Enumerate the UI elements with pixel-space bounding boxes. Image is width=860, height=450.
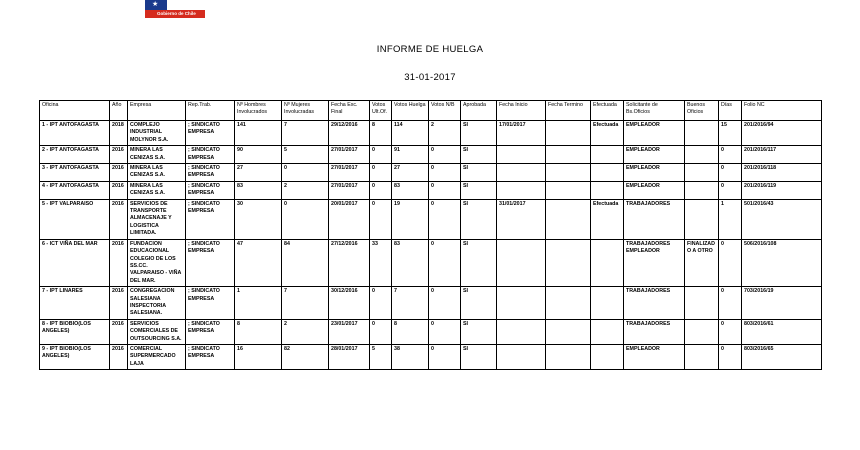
table-cell <box>497 181 546 199</box>
table-cell <box>685 319 719 344</box>
table-cell: 2 - IPT ANTOFAGASTA <box>40 146 110 164</box>
table-cell: 0 <box>429 287 461 320</box>
table-cell: 9 - IPT BIOBIO(LOS ANGELES) <box>40 344 110 369</box>
table-cell <box>591 164 624 182</box>
table-row <box>40 319 822 344</box>
table-cell <box>591 319 624 344</box>
table-cell: 0 <box>719 319 742 344</box>
column-header: Votos Ult.Of. <box>370 101 392 121</box>
column-header: Rep.Trab. <box>186 101 235 121</box>
table-cell: COMERCIAL SUPERMERCADO LAJA <box>128 344 186 369</box>
table-cell: 28/01/2017 <box>329 344 370 369</box>
table-cell: 5 - IPT VALPARAISO <box>40 199 110 239</box>
table-cell: 7 <box>392 287 429 320</box>
table-row <box>40 287 822 320</box>
table-cell: Efectuada <box>591 121 624 146</box>
star-icon: ★ <box>152 1 159 8</box>
table-cell: EMPLEADOR <box>624 164 685 182</box>
table-cell: 8 - IPT BIOBIO(LOS ANGELES) <box>40 319 110 344</box>
table-row <box>40 164 822 182</box>
table-cell: 201/2016/119 <box>742 181 822 199</box>
table-cell: 47 <box>235 239 282 286</box>
table-cell: SI <box>461 164 497 182</box>
table-cell: 5 <box>282 146 329 164</box>
table-cell: CONGREGACION SALESIANA INSPECTORIA SALESIANA. <box>128 287 186 320</box>
table-cell: 27 <box>235 164 282 182</box>
table-cell: 0 <box>719 146 742 164</box>
table-cell: 0 <box>370 199 392 239</box>
table-cell: 8 <box>392 319 429 344</box>
table-cell: 501/2016/43 <box>742 199 822 239</box>
table-cell: 0 <box>719 164 742 182</box>
logo-white-field <box>167 0 205 10</box>
table-cell: 1 <box>235 287 282 320</box>
table-cell: 2016 <box>110 344 128 369</box>
table-cell: 0 <box>370 146 392 164</box>
table-cell: 0 <box>370 287 392 320</box>
table-cell <box>591 181 624 199</box>
table-header <box>40 101 822 121</box>
table-cell: 38 <box>392 344 429 369</box>
table-cell: 2018 <box>110 121 128 146</box>
table-cell: ; SINDICATO EMPRESA <box>186 287 235 320</box>
table-cell: 2016 <box>110 181 128 199</box>
table-cell <box>591 287 624 320</box>
table-cell <box>685 164 719 182</box>
column-header: Efectuada <box>591 101 624 121</box>
table-row <box>40 239 822 286</box>
table-cell: 16 <box>235 344 282 369</box>
table-cell: 2 <box>282 319 329 344</box>
table-cell: 2 <box>282 181 329 199</box>
table-cell: SERVICIOS DE TRANSPORTE ALMACENAJE Y LOGISTICA LIMITADA. <box>128 199 186 239</box>
table-cell: SI <box>461 121 497 146</box>
table-cell <box>546 181 591 199</box>
table-cell: 27/01/2017 <box>329 181 370 199</box>
column-header: Solicitante de Bs.Oficios <box>624 101 685 121</box>
report-date: 31-01-2017 <box>404 72 456 83</box>
table-cell: 0 <box>719 239 742 286</box>
table-cell: 2016 <box>110 319 128 344</box>
table-cell: 201/2016/94 <box>742 121 822 146</box>
table-cell: 0 <box>719 287 742 320</box>
table-cell: 201/2016/117 <box>742 146 822 164</box>
table-cell: 27/01/2017 <box>329 164 370 182</box>
table-cell <box>497 319 546 344</box>
table-cell: 1 - IPT ANTOFAGASTA <box>40 121 110 146</box>
logo-text: Gobierno de Chile <box>157 11 196 16</box>
table-cell: 7 <box>282 121 329 146</box>
column-header: Oficina <box>40 101 110 121</box>
table-cell: 83 <box>392 239 429 286</box>
table-cell: 15 <box>719 121 742 146</box>
column-header: Fecha Exc. Final <box>329 101 370 121</box>
table-cell <box>546 199 591 239</box>
table-cell: EMPLEADOR <box>624 344 685 369</box>
table-cell: 0 <box>370 164 392 182</box>
table-cell: ; SINDICATO EMPRESA <box>186 164 235 182</box>
table-cell <box>497 146 546 164</box>
table-cell <box>546 344 591 369</box>
column-header: Nº Mujeres Involucradas <box>282 101 329 121</box>
table-cell: 506/2016/108 <box>742 239 822 286</box>
column-header: Buenos Oficios <box>685 101 719 121</box>
table-cell: SI <box>461 146 497 164</box>
column-header: Días <box>719 101 742 121</box>
table-cell: 2016 <box>110 164 128 182</box>
table-cell: 19 <box>392 199 429 239</box>
table-cell <box>685 199 719 239</box>
table-cell: FINALIZADO A OTRO <box>685 239 719 286</box>
table-cell: 2016 <box>110 146 128 164</box>
table-cell <box>591 344 624 369</box>
column-header: Año <box>110 101 128 121</box>
column-header: Nº Hombres Involucrados <box>235 101 282 121</box>
table-cell: 2016 <box>110 199 128 239</box>
table-cell: 83 <box>392 181 429 199</box>
table-cell: COMPLEJO INDUSTRIAL MOLYNOR S.A. <box>128 121 186 146</box>
table-cell <box>546 121 591 146</box>
table-cell: 20/01/2017 <box>329 199 370 239</box>
table-cell: TRABAJADORES <box>624 319 685 344</box>
table-cell: SI <box>461 181 497 199</box>
column-header: Empresa <box>128 101 186 121</box>
table-cell: 17/01/2017 <box>497 121 546 146</box>
table-cell: 6 - ICT VIÑA DEL MAR <box>40 239 110 286</box>
table-cell <box>685 146 719 164</box>
table-cell: MINERA LAS CENIZAS S.A. <box>128 164 186 182</box>
table-cell: 83 <box>235 181 282 199</box>
table-cell: 8 <box>235 319 282 344</box>
table-cell: 30/12/2016 <box>329 287 370 320</box>
table-cell: 0 <box>719 344 742 369</box>
table-cell <box>591 146 624 164</box>
table-cell <box>546 287 591 320</box>
table-cell: TRABAJADORES EMPLEADOR <box>624 239 685 286</box>
column-header: Fecha Termino <box>546 101 591 121</box>
table-row <box>40 121 822 146</box>
column-header: Votos N/B <box>429 101 461 121</box>
table-cell <box>591 239 624 286</box>
table-cell: MINERA LAS CENIZAS S.A. <box>128 146 186 164</box>
table-cell <box>685 287 719 320</box>
table-cell: 141 <box>235 121 282 146</box>
table-cell: 27 <box>392 164 429 182</box>
table-cell <box>497 164 546 182</box>
table-cell: 90 <box>235 146 282 164</box>
table-cell <box>497 239 546 286</box>
table-cell: ; SINDICATO EMPRESA <box>186 199 235 239</box>
table-row <box>40 146 822 164</box>
table-cell: 30 <box>235 199 282 239</box>
table-cell: 0 <box>429 181 461 199</box>
table-cell: 0 <box>282 164 329 182</box>
table-cell: 0 <box>370 319 392 344</box>
table-cell: 803/2016/61 <box>742 319 822 344</box>
table-cell: SI <box>461 344 497 369</box>
table-cell <box>685 181 719 199</box>
table-cell: 7 <box>282 287 329 320</box>
table-cell: 27/01/2017 <box>329 146 370 164</box>
table-cell <box>497 287 546 320</box>
table-cell: 27/12/2016 <box>329 239 370 286</box>
strike-report-table <box>39 100 822 370</box>
table-cell: 84 <box>282 239 329 286</box>
table-cell: 82 <box>282 344 329 369</box>
table-cell <box>546 239 591 286</box>
column-header: Folio NC <box>742 101 822 121</box>
table-cell: SERVICIOS COMERCIALES DE OUTSOURCING S.A. <box>128 319 186 344</box>
table-cell: SI <box>461 319 497 344</box>
table-cell: 0 <box>370 181 392 199</box>
table-cell: 2016 <box>110 287 128 320</box>
table-cell: 5 <box>370 344 392 369</box>
table-cell: 7 - IPT LINARES <box>40 287 110 320</box>
table-cell: EMPLEADOR <box>624 146 685 164</box>
table-row <box>40 199 822 239</box>
table-cell: 0 <box>429 199 461 239</box>
table-cell: 2016 <box>110 239 128 286</box>
table-cell: SI <box>461 199 497 239</box>
table-cell: ; SINDICATO EMPRESA <box>186 181 235 199</box>
table-cell: 33 <box>370 239 392 286</box>
column-header: Votos Huelga <box>392 101 429 121</box>
table-cell: 23/01/2017 <box>329 319 370 344</box>
table-cell: 0 <box>429 344 461 369</box>
table-cell <box>546 146 591 164</box>
gobierno-logo <box>145 0 205 18</box>
table-cell: ; SINDICATO EMPRESA <box>186 146 235 164</box>
table-cell: ; SINDICATO EMPRESA <box>186 239 235 286</box>
table-cell: EMPLEADOR <box>624 181 685 199</box>
table-cell: MINERA LAS CENIZAS S.A. <box>128 181 186 199</box>
table-cell: 3 - IPT ANTOFAGASTA <box>40 164 110 182</box>
table-cell: EMPLEADOR <box>624 121 685 146</box>
table-cell: 0 <box>429 319 461 344</box>
table-row <box>40 344 822 369</box>
table-cell: ; SINDICATO EMPRESA <box>186 319 235 344</box>
table-cell: 1 <box>719 199 742 239</box>
column-header: Fecha Inicio <box>497 101 546 121</box>
table-cell: 201/2016/118 <box>742 164 822 182</box>
table-cell: 29/12/2016 <box>329 121 370 146</box>
table-cell: FUNDACION EDUCACIONAL COLEGIO DE LOS SS.CC. VALPARAISO - VIÑA DEL MAR. <box>128 239 186 286</box>
table-cell: ; SINDICATO EMPRESA <box>186 344 235 369</box>
table-cell: 0 <box>719 181 742 199</box>
table-cell: 2 <box>429 121 461 146</box>
report-title: INFORME DE HUELGA <box>376 44 484 55</box>
table-cell: TRABAJADORES <box>624 199 685 239</box>
table-cell: SI <box>461 287 497 320</box>
table-cell: 91 <box>392 146 429 164</box>
table-cell: 803/2016/65 <box>742 344 822 369</box>
table-row <box>40 181 822 199</box>
table-cell <box>546 164 591 182</box>
table-cell: SI <box>461 239 497 286</box>
table-cell: Efectuada <box>591 199 624 239</box>
table-cell: TRABAJADORES <box>624 287 685 320</box>
table-body <box>40 121 822 370</box>
table-cell: 0 <box>429 239 461 286</box>
table-cell: 114 <box>392 121 429 146</box>
column-header: Aprobada <box>461 101 497 121</box>
table-cell: 0 <box>429 146 461 164</box>
table-cell: 703/2016/19 <box>742 287 822 320</box>
table-cell <box>685 344 719 369</box>
table-cell <box>497 344 546 369</box>
table-cell: 0 <box>282 199 329 239</box>
table-cell <box>685 121 719 146</box>
table-cell: 8 <box>370 121 392 146</box>
table-cell: 0 <box>429 164 461 182</box>
table-cell: ; SINDICATO EMPRESA <box>186 121 235 146</box>
table-cell: 4 - IPT ANTOFAGASTA <box>40 181 110 199</box>
table-cell: 31/01/2017 <box>497 199 546 239</box>
table-cell <box>546 319 591 344</box>
